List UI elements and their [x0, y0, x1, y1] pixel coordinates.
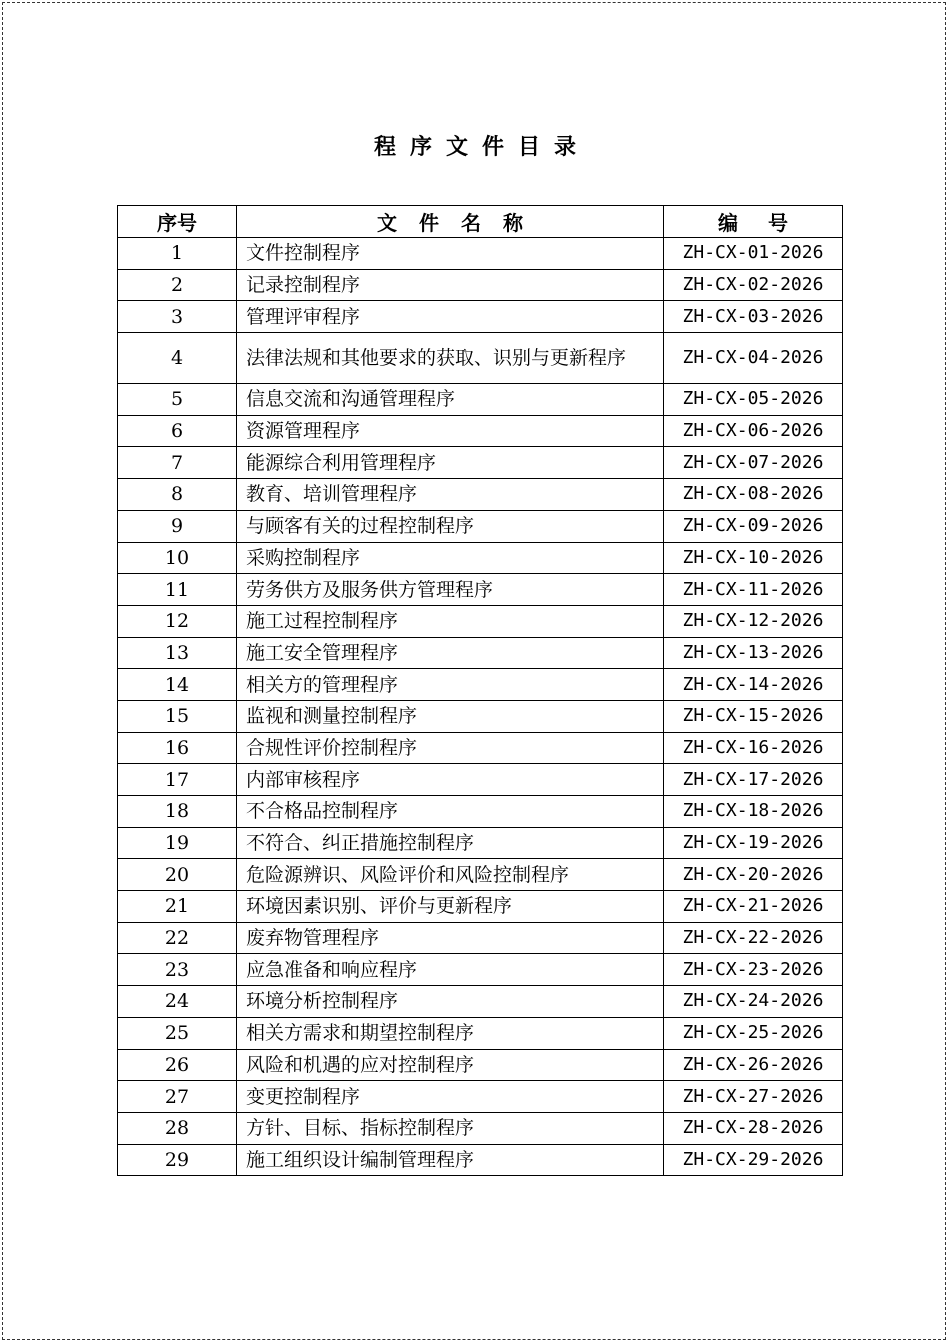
row-seq-cell: 16 — [118, 732, 237, 764]
header-code: 编号 — [664, 206, 843, 238]
row-name-cell: 劳务供方及服务供方管理程序 — [237, 574, 664, 606]
row-code-cell: ZH-CX-09-2026 — [664, 510, 843, 542]
table-body — [118, 238, 843, 1176]
row-code-cell: ZH-CX-06-2026 — [664, 415, 843, 447]
table-row — [118, 415, 843, 447]
row-code-cell: ZH-CX-23-2026 — [664, 954, 843, 986]
row-name-cell: 施工过程控制程序 — [237, 605, 664, 637]
table-row — [118, 1017, 843, 1049]
row-code-cell: ZH-CX-18-2026 — [664, 796, 843, 828]
row-seq-cell: 22 — [118, 922, 237, 954]
row-seq-cell: 21 — [118, 891, 237, 923]
row-code-cell: ZH-CX-20-2026 — [664, 859, 843, 891]
table-header-row — [118, 206, 843, 238]
row-name-cell: 变更控制程序 — [237, 1081, 664, 1113]
document-index-table — [117, 205, 843, 1176]
row-code-cell: ZH-CX-10-2026 — [664, 542, 843, 574]
row-name-cell: 记录控制程序 — [237, 269, 664, 301]
row-code-cell: ZH-CX-08-2026 — [664, 479, 843, 511]
row-seq-cell: 2 — [118, 269, 237, 301]
row-name-cell: 风险和机遇的应对控制程序 — [237, 1049, 664, 1081]
table-row — [118, 1144, 843, 1176]
row-name-cell: 信息交流和沟通管理程序 — [237, 384, 664, 416]
row-code-cell: ZH-CX-13-2026 — [664, 637, 843, 669]
row-code-cell: ZH-CX-27-2026 — [664, 1081, 843, 1113]
table-row — [118, 574, 843, 606]
row-seq-cell: 8 — [118, 479, 237, 511]
row-seq-cell: 28 — [118, 1112, 237, 1144]
row-seq-cell: 23 — [118, 954, 237, 986]
row-name-cell: 合规性评价控制程序 — [237, 732, 664, 764]
row-name-cell: 监视和测量控制程序 — [237, 700, 664, 732]
row-name-cell: 环境分析控制程序 — [237, 986, 664, 1018]
table-row — [118, 954, 843, 986]
table-row — [118, 637, 843, 669]
row-code-cell: ZH-CX-01-2026 — [664, 238, 843, 270]
table-row — [118, 1081, 843, 1113]
row-name-cell: 教育、培训管理程序 — [237, 479, 664, 511]
row-name-cell: 方针、目标、指标控制程序 — [237, 1112, 664, 1144]
row-seq-cell: 14 — [118, 669, 237, 701]
table-row — [118, 986, 843, 1018]
row-name-cell: 相关方的管理程序 — [237, 669, 664, 701]
row-code-cell: ZH-CX-26-2026 — [664, 1049, 843, 1081]
row-name-cell: 管理评审程序 — [237, 301, 664, 333]
row-seq-cell: 10 — [118, 542, 237, 574]
row-name-cell: 能源综合利用管理程序 — [237, 447, 664, 479]
table-row — [118, 859, 843, 891]
table-row — [118, 333, 843, 384]
row-code-cell: ZH-CX-07-2026 — [664, 447, 843, 479]
row-name-cell: 施工组织设计编制管理程序 — [237, 1144, 664, 1176]
row-seq-cell: 5 — [118, 384, 237, 416]
table-row — [118, 301, 843, 333]
row-code-cell: ZH-CX-19-2026 — [664, 827, 843, 859]
row-code-cell: ZH-CX-11-2026 — [664, 574, 843, 606]
row-name-cell: 文件控制程序 — [237, 238, 664, 270]
table-row — [118, 447, 843, 479]
row-seq-cell: 3 — [118, 301, 237, 333]
row-seq-cell: 26 — [118, 1049, 237, 1081]
row-seq-cell: 17 — [118, 764, 237, 796]
row-code-cell: ZH-CX-15-2026 — [664, 700, 843, 732]
table-row — [118, 510, 843, 542]
table-row — [118, 764, 843, 796]
table-row — [118, 238, 843, 270]
table-row — [118, 796, 843, 828]
table-row — [118, 542, 843, 574]
table-row — [118, 1049, 843, 1081]
row-code-cell: ZH-CX-29-2026 — [664, 1144, 843, 1176]
table-row — [118, 700, 843, 732]
row-seq-cell: 29 — [118, 1144, 237, 1176]
table-row — [118, 479, 843, 511]
row-code-cell: ZH-CX-02-2026 — [664, 269, 843, 301]
row-name-cell: 资源管理程序 — [237, 415, 664, 447]
row-code-cell: ZH-CX-25-2026 — [664, 1017, 843, 1049]
table-row — [118, 891, 843, 923]
table-row — [118, 669, 843, 701]
row-code-cell: ZH-CX-14-2026 — [664, 669, 843, 701]
row-code-cell: ZH-CX-21-2026 — [664, 891, 843, 923]
row-name-cell: 相关方需求和期望控制程序 — [237, 1017, 664, 1049]
row-code-cell: ZH-CX-16-2026 — [664, 732, 843, 764]
row-name-cell: 应急准备和响应程序 — [237, 954, 664, 986]
row-seq-cell: 6 — [118, 415, 237, 447]
row-name-cell: 危险源辨识、风险评价和风险控制程序 — [237, 859, 664, 891]
header-name: 文件名称 — [237, 206, 664, 238]
row-seq-cell: 15 — [118, 700, 237, 732]
table-row — [118, 269, 843, 301]
row-code-cell: ZH-CX-17-2026 — [664, 764, 843, 796]
table-row — [118, 1112, 843, 1144]
row-code-cell: ZH-CX-28-2026 — [664, 1112, 843, 1144]
row-seq-cell: 25 — [118, 1017, 237, 1049]
row-name-cell: 环境因素识别、评价与更新程序 — [237, 891, 664, 923]
header-seq: 序号 — [118, 206, 237, 238]
row-seq-cell: 1 — [118, 238, 237, 270]
row-seq-cell: 11 — [118, 574, 237, 606]
row-seq-cell: 12 — [118, 605, 237, 637]
row-name-cell: 法律法规和其他要求的获取、识别与更新程序 — [237, 333, 664, 384]
row-code-cell: ZH-CX-05-2026 — [664, 384, 843, 416]
page-title: 程序文件目录 — [373, 134, 590, 160]
row-code-cell: ZH-CX-03-2026 — [664, 301, 843, 333]
row-seq-cell: 20 — [118, 859, 237, 891]
row-name-cell: 施工安全管理程序 — [237, 637, 664, 669]
row-name-cell: 不符合、纠正措施控制程序 — [237, 827, 664, 859]
row-name-cell: 采购控制程序 — [237, 542, 664, 574]
table-row — [118, 922, 843, 954]
row-name-cell: 内部审核程序 — [237, 764, 664, 796]
table-row — [118, 732, 843, 764]
table-row — [118, 605, 843, 637]
row-code-cell: ZH-CX-22-2026 — [664, 922, 843, 954]
table-row — [118, 384, 843, 416]
row-code-cell: ZH-CX-24-2026 — [664, 986, 843, 1018]
row-seq-cell: 7 — [118, 447, 237, 479]
row-seq-cell: 18 — [118, 796, 237, 828]
row-name-cell: 不合格品控制程序 — [237, 796, 664, 828]
row-name-cell: 与顾客有关的过程控制程序 — [237, 510, 664, 542]
row-seq-cell: 27 — [118, 1081, 237, 1113]
row-code-cell: ZH-CX-04-2026 — [664, 333, 843, 384]
row-seq-cell: 13 — [118, 637, 237, 669]
row-seq-cell: 9 — [118, 510, 237, 542]
row-seq-cell: 4 — [118, 333, 237, 384]
row-name-cell: 废弃物管理程序 — [237, 922, 664, 954]
row-code-cell: ZH-CX-12-2026 — [664, 605, 843, 637]
row-seq-cell: 24 — [118, 986, 237, 1018]
table-row — [118, 827, 843, 859]
row-seq-cell: 19 — [118, 827, 237, 859]
